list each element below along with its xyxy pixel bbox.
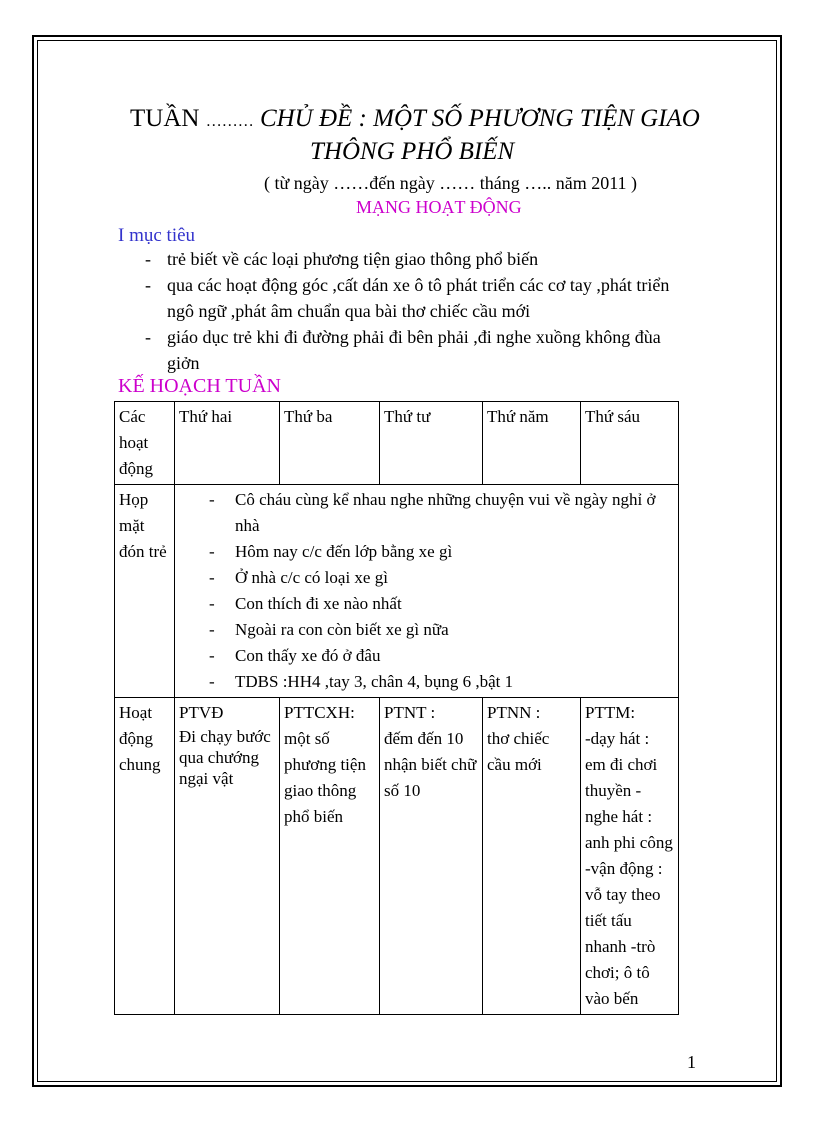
day-header: Thứ hai [175, 402, 280, 485]
day-header: Thứ năm [483, 402, 581, 485]
activity-network-heading: MẠNG HOẠT ĐỘNG [356, 197, 522, 217]
topic-line-2: THÔNG PHỔ BIẾN [310, 138, 515, 165]
cell-body: Đi chạy bước qua chướng ngại vật [179, 727, 271, 788]
goal-item: - qua các hoạt động góc ,cất dán xe ô tô phát triển các cơ tay ,phát triển ngô ngữ ,phát âm chuẩn qua bài thơ chiếc cầu mới [145, 272, 685, 324]
week-label: TUẦN [130, 105, 200, 132]
common-activity-label: Hoạt động chung [115, 698, 175, 1015]
goals-list [145, 246, 685, 376]
table-header-row [115, 402, 679, 485]
weekly-plan-table [114, 401, 679, 1015]
common-cell-wednesday [380, 698, 483, 1015]
common-cell-monday [175, 698, 280, 1015]
common-cell-thursday [483, 698, 581, 1015]
day-header: Thứ ba [280, 402, 380, 485]
cell-title: PTNT : [384, 703, 436, 722]
common-cell-tuesday [280, 698, 380, 1015]
weekly-plan-heading: KẾ HOẠCH TUẦN [118, 375, 281, 397]
morning-item: - Ở nhà c/c có loại xe gì [209, 565, 674, 591]
morning-item: - Hôm nay c/c đến lớp bằng xe gì [209, 539, 674, 565]
day-header: Thứ sáu [581, 402, 679, 485]
week-dots: ……… [205, 113, 254, 130]
cell-title: PTNN : [487, 703, 541, 722]
page-title [130, 105, 730, 133]
cell-body: -dạy hát : em đi chơi thuyền -nghe hát : anh phi công -vận động : vỗ tay theo tiết tấu nhanh -trò chơi; ô tô vào bến [585, 729, 673, 1008]
morning-item: - Cô cháu cùng kể nhau nghe những chuyện vui về ngày nghỉ ở nhà [209, 487, 674, 539]
common-cell-friday [581, 698, 679, 1015]
cell-body: đếm đến 10 nhận biết chữ số 10 [384, 729, 477, 800]
cell-title: PTVĐ [179, 703, 224, 722]
date-range: ( từ ngày ……đến ngày …… tháng ….. năm 2011 ) [264, 173, 638, 193]
goal-item: - giáo dục trẻ khi đi đường phải đi bên phải ,đi nghe xuồng không đùa giởn [145, 324, 685, 376]
day-header: Thứ tư [380, 402, 483, 485]
morning-item: - Con thích đi xe nào nhất [209, 591, 674, 617]
cell-body: một số phương tiện giao thông phổ biến [284, 729, 366, 826]
morning-item: - Ngoài ra con còn biết xe gì nữa [209, 617, 674, 643]
activities-header: Các hoạt động [115, 402, 175, 485]
morning-item: - Con thấy xe đó ở đâu [209, 643, 674, 669]
morning-content [175, 485, 679, 698]
goal-item: - trẻ biết về các loại phương tiện giao thông phổ biến [145, 246, 685, 272]
morning-label: Họp mặt đón trẻ [115, 485, 175, 698]
cell-title: PTTCXH: [284, 703, 355, 722]
cell-body: thơ chiếc cầu mới [487, 729, 550, 774]
common-activity-row [115, 698, 679, 1015]
goals-heading: I mục tiêu [118, 225, 196, 246]
page-number: 1 [687, 1052, 696, 1072]
morning-item: - TDBS :HH4 ,tay 3, chân 4, bụng 6 ,bật 1 [209, 669, 674, 695]
morning-row [115, 485, 679, 698]
cell-title: PTTM: [585, 703, 636, 722]
topic-line-1: CHỦ ĐỀ : MỘT SỐ PHƯƠNG TIỆN GIAO [259, 105, 700, 132]
